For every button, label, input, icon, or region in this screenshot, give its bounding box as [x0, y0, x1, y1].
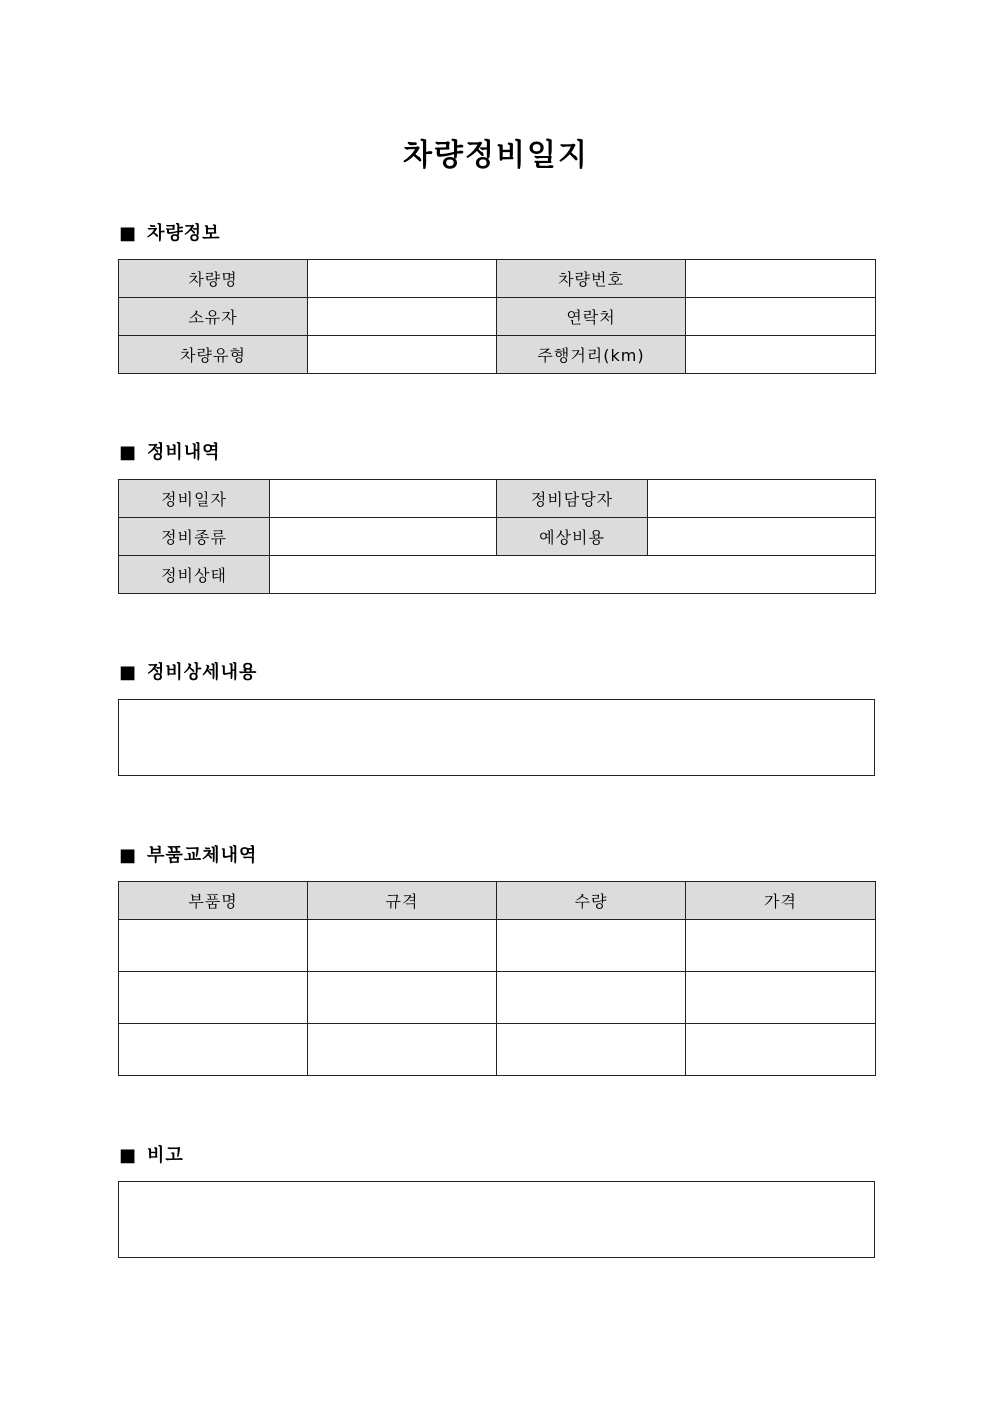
vehicle-info-table — [118, 259, 876, 374]
estimated-cost-label: 예상비용 — [497, 518, 648, 556]
table-header-row — [119, 882, 876, 920]
square-bullet-icon: ■ — [119, 442, 138, 463]
vehicle-number-field[interactable] — [686, 260, 876, 298]
vehicle-type-field[interactable] — [308, 336, 497, 374]
spec-cell[interactable] — [308, 972, 497, 1024]
vehicle-info-heading-text: 차량정보 — [147, 223, 221, 244]
maintenance-type-field[interactable] — [270, 518, 497, 556]
parts-heading — [119, 844, 257, 868]
details-heading-text: 정비상세내용 — [147, 662, 258, 683]
maintenance-type-label: 정비종류 — [119, 518, 270, 556]
column-header-quantity: 수량 — [497, 882, 686, 920]
table-row — [119, 518, 876, 556]
contact-field[interactable] — [686, 298, 876, 336]
part-name-cell[interactable] — [119, 920, 308, 972]
square-bullet-icon: ■ — [119, 1145, 138, 1166]
document-title: 차량정비일지 — [403, 138, 589, 173]
vehicle-type-label: 차량유형 — [119, 336, 308, 374]
remarks-textarea[interactable] — [118, 1181, 875, 1258]
column-header-price: 가격 — [686, 882, 876, 920]
technician-field[interactable] — [648, 480, 876, 518]
mileage-field[interactable] — [686, 336, 876, 374]
quantity-cell[interactable] — [497, 920, 686, 972]
maintenance-heading — [119, 441, 221, 465]
table-row — [119, 298, 876, 336]
mileage-label: 주행거리(km) — [497, 336, 686, 374]
price-cell[interactable] — [686, 1024, 876, 1076]
maintenance-date-label: 정비일자 — [119, 480, 270, 518]
technician-label: 정비담당자 — [497, 480, 648, 518]
part-name-cell[interactable] — [119, 972, 308, 1024]
maintenance-status-label: 정비상태 — [119, 556, 270, 594]
price-cell[interactable] — [686, 920, 876, 972]
quantity-cell[interactable] — [497, 972, 686, 1024]
maintenance-status-field[interactable] — [270, 556, 876, 594]
estimated-cost-field[interactable] — [648, 518, 876, 556]
owner-label: 소유자 — [119, 298, 308, 336]
price-cell[interactable] — [686, 972, 876, 1024]
vehicle-name-label: 차량명 — [119, 260, 308, 298]
column-header-spec: 규격 — [308, 882, 497, 920]
part-name-cell[interactable] — [119, 1024, 308, 1076]
maintenance-date-field[interactable] — [270, 480, 497, 518]
table-row — [119, 480, 876, 518]
square-bullet-icon: ■ — [119, 662, 138, 683]
vehicle-name-field[interactable] — [308, 260, 497, 298]
table-row — [119, 260, 876, 298]
maintenance-heading-text: 정비내역 — [147, 442, 221, 463]
table-row — [119, 972, 876, 1024]
square-bullet-icon: ■ — [119, 845, 138, 866]
spec-cell[interactable] — [308, 920, 497, 972]
details-textarea[interactable] — [118, 699, 875, 776]
column-header-part-name: 부품명 — [119, 882, 308, 920]
details-heading — [119, 661, 257, 685]
vehicle-number-label: 차량번호 — [497, 260, 686, 298]
parts-heading-text: 부품교체내역 — [147, 845, 258, 866]
owner-field[interactable] — [308, 298, 497, 336]
maintenance-table — [118, 479, 876, 594]
table-row — [119, 336, 876, 374]
quantity-cell[interactable] — [497, 1024, 686, 1076]
table-row — [119, 556, 876, 594]
table-row — [119, 1024, 876, 1076]
contact-label: 연락처 — [497, 298, 686, 336]
table-row — [119, 920, 876, 972]
remarks-heading-text: 비고 — [147, 1145, 184, 1166]
square-bullet-icon: ■ — [119, 223, 138, 244]
spec-cell[interactable] — [308, 1024, 497, 1076]
vehicle-info-heading — [119, 222, 221, 246]
parts-table — [118, 881, 876, 1076]
remarks-heading — [119, 1144, 184, 1168]
